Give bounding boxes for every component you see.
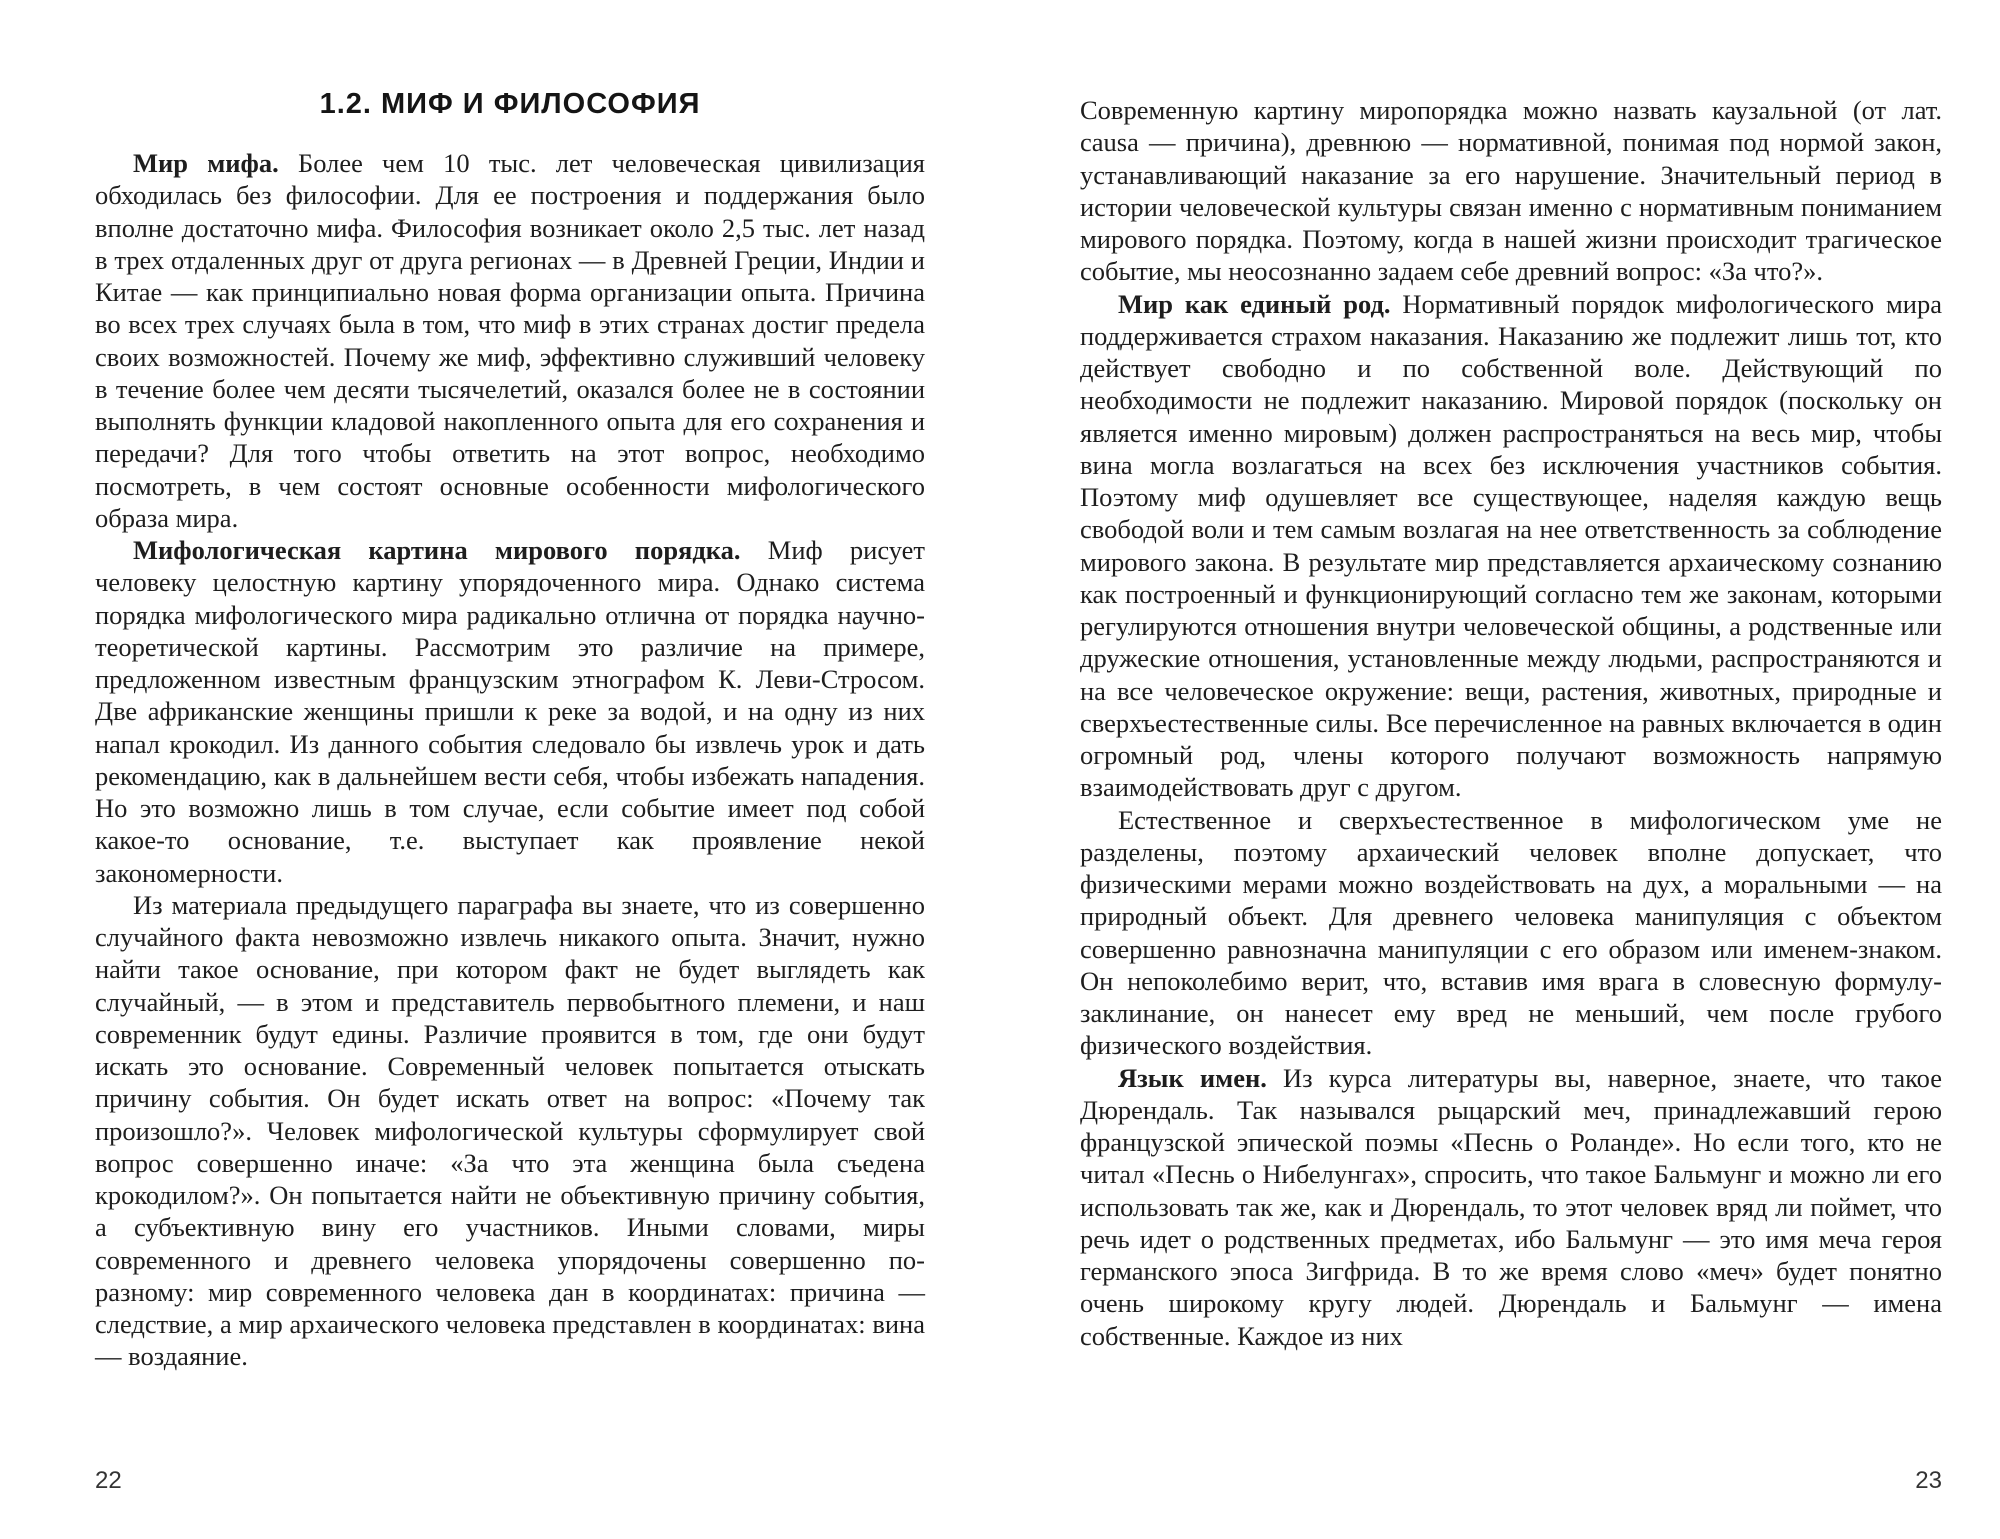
paragraph [1080, 94, 1942, 288]
left-page-text [95, 147, 925, 1373]
right-page [1000, 0, 2000, 1539]
paragraph-body: Более чем 10 тыс. лет человеческая цивилизация обходилась без философии. Для ее построения и поддержания было вполне достаточно мифа. Философия возникает около 2,5 тыс. лет назад в трех отдаленных друг от друга регионах — в Древней Греции, Индии и Китае — как принципиально новая форма организации опыта. Причина во всех трех случаях была в том, что миф в этих странах достиг предела своих возможностей. Почему же миф, эффективно служивший человеку в течение более чем десяти тысячелетий, оказался более не в состоянии выполнять функции кладовой накопленного опыта для его сохранения и передачи? Для того чтобы ответить на этот вопрос, необходимо посмотреть, в чем состоят основные особенности мифологического образа мира. [95, 148, 925, 533]
paragraph [1080, 1062, 1942, 1352]
page-number: 22 [95, 1467, 122, 1494]
paragraph [95, 147, 925, 534]
section-title: 1.2. МИФ И ФИЛОСОФИЯ [319, 88, 701, 120]
paragraph-body: Нормативный порядок мифологического мира поддерживается страхом наказания. Наказанию же подлежит лишь тот, кто действует свободно и по собственной воле. Действующий по необходимости не подлежит наказанию. Мировой порядок (поскольку он является именно мировым) должен распространяться на весь мир, чтобы вина могла возлагаться на всех без исключения участников события. Поэтому миф одушевляет все существующее, наделяя каждую вещь свободой воли и тем самым возлагая на нее ответственность за соблюдение мирового закона. В результате мир представляется архаическому сознанию как построенный и функционирующий согласно тем же законам, которыми регулируются отношения внутри человеческой общины, а родственные или дружеские отношения, установленные между людьми, распространяются и на все человеческое окружение: вещи, растения, животных, природные и сверхъестественные силы. Все перечисленное на равных включается в один огромный род, члены которого получают возможность напрямую взаимодействовать друг с другом. [1080, 288, 1942, 803]
paragraph-lead: Мифологическая картина мирового порядка. [133, 535, 741, 565]
paragraph-body: Современную картину миропорядка можно назвать каузальной (от лат. causa — причина), древнюю — нормативной, понимая под нормой закон, устанавливающий наказание за его нарушение. Значительный период в истории человеческой культуры связан именно с нормативным пониманием мирового порядка. Поэтому, когда в нашей жизни происходит трагическое событие, мы неосознанно задаем себе древний вопрос: «За что?». [1080, 95, 1942, 287]
paragraph [1080, 804, 1942, 1062]
paragraph [1080, 288, 1942, 804]
right-page-text [1080, 94, 1942, 1352]
paragraph-lead: Мир мифа. [133, 148, 279, 178]
paragraph-body: Из курса литературы вы, наверное, знаете, что такое Дюрендаль. Так назывался рыцарский меч, принадлежавший герою французской эпической поэмы «Песнь о Роланде». Но если того, кто не читал «Песнь о Нибелунгах», спросить, что такое Бальмунг и можно ли его использовать так же, как и Дюрендаль, то этот человек вряд ли поймет, что речь идет о родственных предметах, ибо Бальмунг — это имя меча героя германского эпоса Зигфрида. В то же время слово «меч» будет понятно очень широкому кругу людей. Дюрендаль и Бальмунг — имена собственные. Каждое из них [1080, 1062, 1942, 1351]
paragraph-body: Естественное и сверхъестественное в мифологическом уме не разделены, поэтому архаический человек вполне допускает, что физическими мерами можно воздействовать на дух, а моральными — на природный объект. Для древнего человека манипуляция с объектом совершенно равнозначна манипуляции с его образом или именем-знаком. Он непоколебимо верит, что, вставив имя врага в словесную формулу-заклинание, он нанесет ему вред не меньший, чем после грубого физического воздействия. [1080, 804, 1942, 1061]
paragraph-lead: Язык имен. [1118, 1062, 1267, 1093]
paragraph [95, 889, 925, 1373]
paragraph-lead: Мир как единый род. [1118, 288, 1391, 319]
paragraph-body: Из материала предыдущего параграфа вы знаете, что из совершенно случайного факта невозможно извлечь никакого опыта. Значит, нужно найти такое основание, при котором факт не будет выглядеть как случайный, — в этом и представитель первобытного племени, и наш современник будут едины. Различие проявится в том, где они будут искать это основание. Современный человек попытается отыскать причину события. Он будет искать ответ на вопрос: «Почему так произошло?». Человек мифологической культуры сформулирует свой вопрос совершенно иначе: «За что эта женщина была съедена крокодилом?». Он попытается найти не объективную причину события, а субъективную вину его участников. Иными словами, миры современного и древнего человека упорядочены совершенно по-разному: мир современного человека дан в координатах: причина — следствие, а мир архаического человека представлен в координатах: вина — воздаяние. [95, 889, 925, 1372]
paragraph [95, 534, 925, 889]
page-number: 23 [1915, 1467, 1942, 1494]
paragraph-body: Миф рисует человеку целостную картину упорядоченного мира. Однако система порядка мифологического мира радикально отлична от порядка научно-теоретической картины. Рассмотрим это различие на примере, предложенном известным французским этнографом К. Леви-Стросом. Две африканские женщины пришли к реке за водой, и на одну из них напал крокодил. Из данного события следовало бы извлечь урок и дать рекомендацию, как в дальнейшем вести себя, чтобы избежать нападения. Но это возможно лишь в том случае, если событие имеет под собой какое-то основание, т.е. выступает как проявление некой закономерности. [95, 535, 925, 888]
